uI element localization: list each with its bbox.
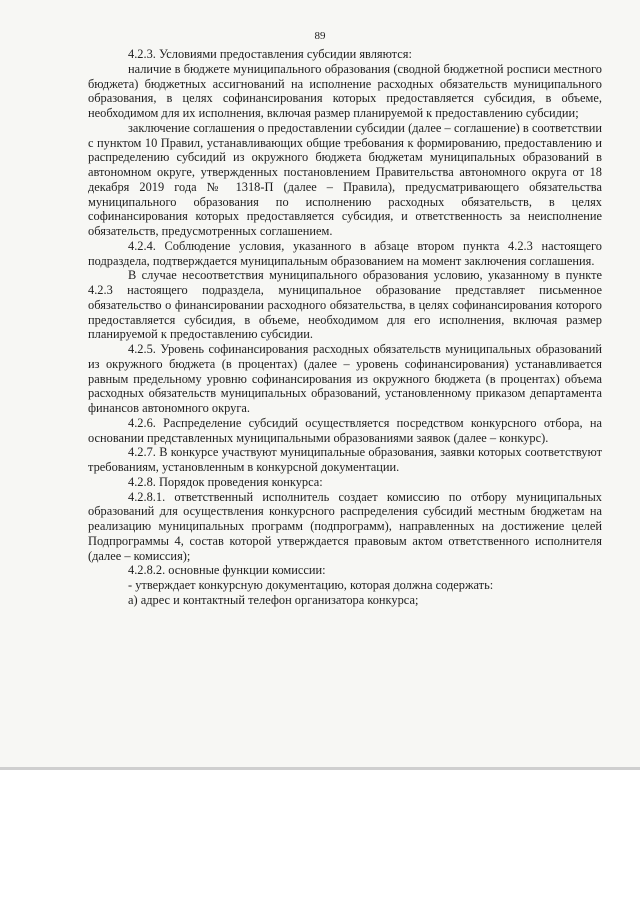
document-body — [88, 47, 602, 608]
paragraph-4-2-6: 4.2.6. Распределение субсидий осуществляется посредством конкурсного отбора, на основании представленных муниципальными образованиями заявок (далее – конкурс). — [88, 415, 602, 445]
list-item-address: а) адрес и контактный телефон организатора конкурса; — [128, 592, 419, 607]
paragraph-agreement-condition: заключение соглашения о предоставлении субсидии (далее – соглашение) в соответствии с пунктом 10 Правил, устанавливающих общие требования к формированию, предоставлению и распределению субсидий из окружного бюджета бюджетам муниципальных образований в автономном округе, утвержденных постановлением Правительства автономного округа от 18 декабря 2019 года № 1318-П (далее – Правила), предусматривающего обязательства муниципального образования по исполнению расходных обязательств, в целях софинансирования которых предоставляется субсидия, и ответственность за неисполнение обязательств, предусмотренных соглашением. — [88, 120, 602, 238]
paragraph-4-2-4: 4.2.4. Соблюдение условия, указанного в абзаце втором пункта 4.2.3 настоящего подраздела, подтверждается муниципальным образованием на момент заключения соглашения. — [88, 238, 602, 268]
list-item-documentation: - утверждает конкурсную документацию, которая должна содержать: — [128, 578, 494, 592]
paragraph-budget-condition: наличие в бюджете муниципального образования (сводной бюджетной росписи местного бюджета) бюджетных ассигнований на исполнение расходных обязательств муниципального образования, в целях софинансирования которых предоставляется субсидия, в объеме, необходимом для их исполнения, включая размер планируемой к предоставлению субсидии; — [88, 61, 602, 120]
paragraph-noncompliance: В случае несоответствия муниципального образования условию, указанному в пункте 4.2.3 настоящего подраздела, муниципальное образование представляет письменное обязательство о финансировании расходного обязательства, в целях софинансирования которого предоставляется субсидия, в объеме, необходимом для его исполнения, включая размер планируемой к предоставлению субсидии. — [88, 268, 602, 342]
paragraph-4-2-5: 4.2.5. Уровень софинансирования расходных обязательств муниципальных образований из окружного бюджета (в процентах) (далее – уровень софинансирования) устанавливается равным предельному уровню софинансирования из окружного бюджета (в процентах) объема расходных обязательств муниципальных образований, установленному приказом департамента финансов автономного округа. — [88, 342, 602, 415]
paragraph-4-2-7: 4.2.7. В конкурсе участвуют муниципальные образования, заявки которых соответствуют требованиям, установленным в конкурсной документации. — [88, 445, 602, 474]
page-number: 89 — [314, 30, 326, 42]
paragraph-4-2-3: 4.2.3. Условиями предоставления субсидии являются: — [128, 47, 412, 61]
paragraph-4-2-8-2: 4.2.8.2. основные функции комиссии: — [128, 563, 326, 578]
paragraph-4-2-8-1: 4.2.8.1. ответственный исполнитель создает комиссию по отбору муниципальных образований для осуществления конкурсного распределения субсидий местным бюджетам на реализацию муниципальных программ (подпрограмм), направленных на достижение целей Подпрограммы 4, состав которой утверждается правовым актом ответственного исполнителя (далее – комиссия); — [88, 489, 602, 563]
paragraph-4-2-8: 4.2.8. Порядок проведения конкурса: — [128, 474, 323, 489]
